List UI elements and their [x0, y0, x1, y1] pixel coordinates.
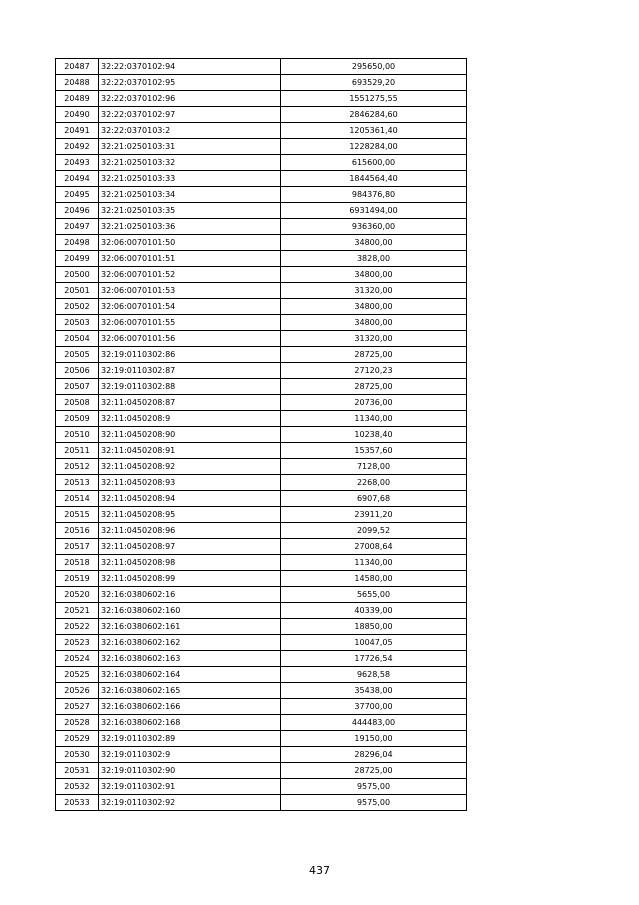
table-row — [56, 683, 467, 699]
table-row — [56, 347, 467, 363]
row-number-cell: 20516 — [56, 523, 99, 539]
row-number-cell: 20514 — [56, 491, 99, 507]
cadastral-number-cell: 32:11:0450208:98 — [99, 555, 281, 571]
cadastral-number-cell: 32:22:0370102:96 — [99, 91, 281, 107]
table-row — [56, 315, 467, 331]
value-cell: 1551275,55 — [281, 91, 467, 107]
row-number-cell: 20521 — [56, 603, 99, 619]
value-cell: 10238,40 — [281, 427, 467, 443]
table-row — [56, 651, 467, 667]
row-number-cell: 20488 — [56, 75, 99, 91]
table-row — [56, 267, 467, 283]
table-row — [56, 539, 467, 555]
cadastral-number-cell: 32:11:0450208:91 — [99, 443, 281, 459]
value-cell: 40339,00 — [281, 603, 467, 619]
value-cell: 19150,00 — [281, 731, 467, 747]
table-row — [56, 171, 467, 187]
table-row — [56, 459, 467, 475]
table-row — [56, 91, 467, 107]
table-row — [56, 475, 467, 491]
row-number-cell: 20526 — [56, 683, 99, 699]
value-cell: 34800,00 — [281, 299, 467, 315]
cadastral-number-cell: 32:11:0450208:99 — [99, 571, 281, 587]
row-number-cell: 20499 — [56, 251, 99, 267]
cadastral-number-cell: 32:16:0380602:164 — [99, 667, 281, 683]
row-number-cell: 20506 — [56, 363, 99, 379]
cadastral-number-cell: 32:21:0250103:35 — [99, 203, 281, 219]
value-cell: 37700,00 — [281, 699, 467, 715]
table-row — [56, 411, 467, 427]
row-number-cell: 20498 — [56, 235, 99, 251]
row-number-cell: 20492 — [56, 139, 99, 155]
value-cell: 1205361,40 — [281, 123, 467, 139]
value-cell: 23911,20 — [281, 507, 467, 523]
table-row — [56, 299, 467, 315]
row-number-cell: 20522 — [56, 619, 99, 635]
row-number-cell: 20493 — [56, 155, 99, 171]
table-row — [56, 603, 467, 619]
value-cell: 5655,00 — [281, 587, 467, 603]
row-number-cell: 20505 — [56, 347, 99, 363]
table-row — [56, 219, 467, 235]
row-number-cell: 20525 — [56, 667, 99, 683]
value-cell: 10047,05 — [281, 635, 467, 651]
cadastral-number-cell: 32:06:0070101:51 — [99, 251, 281, 267]
table-row — [56, 747, 467, 763]
table-row — [56, 427, 467, 443]
table-row — [56, 331, 467, 347]
table-row — [56, 587, 467, 603]
cadastral-number-cell: 32:16:0380602:165 — [99, 683, 281, 699]
value-cell: 9628,58 — [281, 667, 467, 683]
value-cell: 28296,04 — [281, 747, 467, 763]
table-row — [56, 379, 467, 395]
cadastral-number-cell: 32:19:0110302:86 — [99, 347, 281, 363]
cadastral-number-cell: 32:06:0070101:54 — [99, 299, 281, 315]
table-row — [56, 619, 467, 635]
value-cell: 3828,00 — [281, 251, 467, 267]
row-number-cell: 20532 — [56, 779, 99, 795]
cadastral-number-cell: 32:19:0110302:88 — [99, 379, 281, 395]
cadastral-number-cell: 32:19:0110302:89 — [99, 731, 281, 747]
cadastral-number-cell: 32:06:0070101:52 — [99, 267, 281, 283]
cadastral-number-cell: 32:21:0250103:33 — [99, 171, 281, 187]
row-number-cell: 20531 — [56, 763, 99, 779]
row-number-cell: 20524 — [56, 651, 99, 667]
row-number-cell: 20508 — [56, 395, 99, 411]
row-number-cell: 20519 — [56, 571, 99, 587]
value-cell: 1844564,40 — [281, 171, 467, 187]
cadastral-number-cell: 32:11:0450208:95 — [99, 507, 281, 523]
row-number-cell: 20511 — [56, 443, 99, 459]
table-row — [56, 203, 467, 219]
cadastral-number-cell: 32:16:0380602:168 — [99, 715, 281, 731]
table-body — [56, 59, 467, 811]
cadastral-number-cell: 32:21:0250103:34 — [99, 187, 281, 203]
cadastral-number-cell: 32:19:0110302:87 — [99, 363, 281, 379]
table-row — [56, 715, 467, 731]
value-cell: 936360,00 — [281, 219, 467, 235]
table-row — [56, 507, 467, 523]
table-row — [56, 187, 467, 203]
value-cell: 34800,00 — [281, 267, 467, 283]
table-row — [56, 635, 467, 651]
cadastral-number-cell: 32:21:0250103:31 — [99, 139, 281, 155]
cadastral-number-cell: 32:11:0450208:96 — [99, 523, 281, 539]
cadastral-number-cell: 32:16:0380602:162 — [99, 635, 281, 651]
row-number-cell: 20520 — [56, 587, 99, 603]
table-row — [56, 491, 467, 507]
row-number-cell: 20503 — [56, 315, 99, 331]
cadastral-number-cell: 32:16:0380602:163 — [99, 651, 281, 667]
value-cell: 1228284,00 — [281, 139, 467, 155]
cadastral-number-cell: 32:16:0380602:166 — [99, 699, 281, 715]
row-number-cell: 20495 — [56, 187, 99, 203]
row-number-cell: 20489 — [56, 91, 99, 107]
cadastral-number-cell: 32:21:0250103:32 — [99, 155, 281, 171]
table-row — [56, 251, 467, 267]
cadastral-number-cell: 32:19:0110302:91 — [99, 779, 281, 795]
table-row — [56, 395, 467, 411]
value-cell: 31320,00 — [281, 283, 467, 299]
row-number-cell: 20512 — [56, 459, 99, 475]
cadastral-number-cell: 32:06:0070101:56 — [99, 331, 281, 347]
row-number-cell: 20487 — [56, 59, 99, 75]
table-row — [56, 107, 467, 123]
value-cell: 28725,00 — [281, 763, 467, 779]
row-number-cell: 20517 — [56, 539, 99, 555]
cadastral-number-cell: 32:11:0450208:93 — [99, 475, 281, 491]
row-number-cell: 20497 — [56, 219, 99, 235]
row-number-cell: 20518 — [56, 555, 99, 571]
value-cell: 20736,00 — [281, 395, 467, 411]
value-cell: 295650,00 — [281, 59, 467, 75]
table-row — [56, 795, 467, 811]
table-row — [56, 699, 467, 715]
cadastral-number-cell: 32:06:0070101:50 — [99, 235, 281, 251]
table-row — [56, 667, 467, 683]
value-cell: 9575,00 — [281, 779, 467, 795]
table-row — [56, 443, 467, 459]
cadastral-number-cell: 32:06:0070101:53 — [99, 283, 281, 299]
row-number-cell: 20529 — [56, 731, 99, 747]
cadastral-number-cell: 32:16:0380602:16 — [99, 587, 281, 603]
cadastral-number-cell: 32:22:0370102:94 — [99, 59, 281, 75]
cadastral-number-cell: 32:11:0450208:9 — [99, 411, 281, 427]
value-cell: 7128,00 — [281, 459, 467, 475]
table-row — [56, 123, 467, 139]
row-number-cell: 20507 — [56, 379, 99, 395]
table-row — [56, 59, 467, 75]
table-row — [56, 731, 467, 747]
row-number-cell: 20509 — [56, 411, 99, 427]
row-number-cell: 20500 — [56, 267, 99, 283]
value-cell: 17726,54 — [281, 651, 467, 667]
value-cell: 9575,00 — [281, 795, 467, 811]
row-number-cell: 20527 — [56, 699, 99, 715]
value-cell: 984376,80 — [281, 187, 467, 203]
row-number-cell: 20504 — [56, 331, 99, 347]
value-cell: 11340,00 — [281, 555, 467, 571]
value-cell: 18850,00 — [281, 619, 467, 635]
table-row — [56, 363, 467, 379]
row-number-cell: 20501 — [56, 283, 99, 299]
table-row — [56, 155, 467, 171]
cadastral-number-cell: 32:11:0450208:97 — [99, 539, 281, 555]
cadastral-number-cell: 32:22:0370102:97 — [99, 107, 281, 123]
value-cell: 615600,00 — [281, 155, 467, 171]
cadastral-number-cell: 32:22:0370103:2 — [99, 123, 281, 139]
row-number-cell: 20515 — [56, 507, 99, 523]
row-number-cell: 20491 — [56, 123, 99, 139]
row-number-cell: 20496 — [56, 203, 99, 219]
table-row — [56, 555, 467, 571]
cadastral-number-cell: 32:11:0450208:90 — [99, 427, 281, 443]
cadastral-number-cell: 32:21:0250103:36 — [99, 219, 281, 235]
cadastral-number-cell: 32:16:0380602:161 — [99, 619, 281, 635]
value-cell: 34800,00 — [281, 315, 467, 331]
table-row — [56, 763, 467, 779]
row-number-cell: 20510 — [56, 427, 99, 443]
table-row — [56, 779, 467, 795]
cadastral-number-cell: 32:16:0380602:160 — [99, 603, 281, 619]
table-row — [56, 283, 467, 299]
value-cell: 15357,60 — [281, 443, 467, 459]
table-row — [56, 235, 467, 251]
table-row — [56, 523, 467, 539]
row-number-cell: 20513 — [56, 475, 99, 491]
cadastral-number-cell: 32:11:0450208:92 — [99, 459, 281, 475]
table-row — [56, 75, 467, 91]
value-cell: 6907,68 — [281, 491, 467, 507]
row-number-cell: 20523 — [56, 635, 99, 651]
table-row — [56, 139, 467, 155]
value-cell: 693529,20 — [281, 75, 467, 91]
cadastral-value-table — [55, 58, 467, 811]
value-cell: 14580,00 — [281, 571, 467, 587]
value-cell: 2846284,60 — [281, 107, 467, 123]
row-number-cell: 20494 — [56, 171, 99, 187]
row-number-cell: 20490 — [56, 107, 99, 123]
value-cell: 35438,00 — [281, 683, 467, 699]
cadastral-number-cell: 32:06:0070101:55 — [99, 315, 281, 331]
value-cell: 444483,00 — [281, 715, 467, 731]
value-cell: 27120,23 — [281, 363, 467, 379]
value-cell: 31320,00 — [281, 331, 467, 347]
value-cell: 2268,00 — [281, 475, 467, 491]
page-number: 437 — [309, 864, 330, 877]
cadastral-number-cell: 32:22:0370102:95 — [99, 75, 281, 91]
row-number-cell: 20530 — [56, 747, 99, 763]
value-cell: 2099,52 — [281, 523, 467, 539]
value-cell: 34800,00 — [281, 235, 467, 251]
cadastral-number-cell: 32:19:0110302:92 — [99, 795, 281, 811]
value-cell: 27008,64 — [281, 539, 467, 555]
table-row — [56, 571, 467, 587]
row-number-cell: 20528 — [56, 715, 99, 731]
cadastral-number-cell: 32:19:0110302:90 — [99, 763, 281, 779]
value-cell: 6931494,00 — [281, 203, 467, 219]
cadastral-number-cell: 32:19:0110302:9 — [99, 747, 281, 763]
value-cell: 11340,00 — [281, 411, 467, 427]
value-cell: 28725,00 — [281, 347, 467, 363]
value-cell: 28725,00 — [281, 379, 467, 395]
cadastral-number-cell: 32:11:0450208:87 — [99, 395, 281, 411]
row-number-cell: 20502 — [56, 299, 99, 315]
cadastral-number-cell: 32:11:0450208:94 — [99, 491, 281, 507]
row-number-cell: 20533 — [56, 795, 99, 811]
